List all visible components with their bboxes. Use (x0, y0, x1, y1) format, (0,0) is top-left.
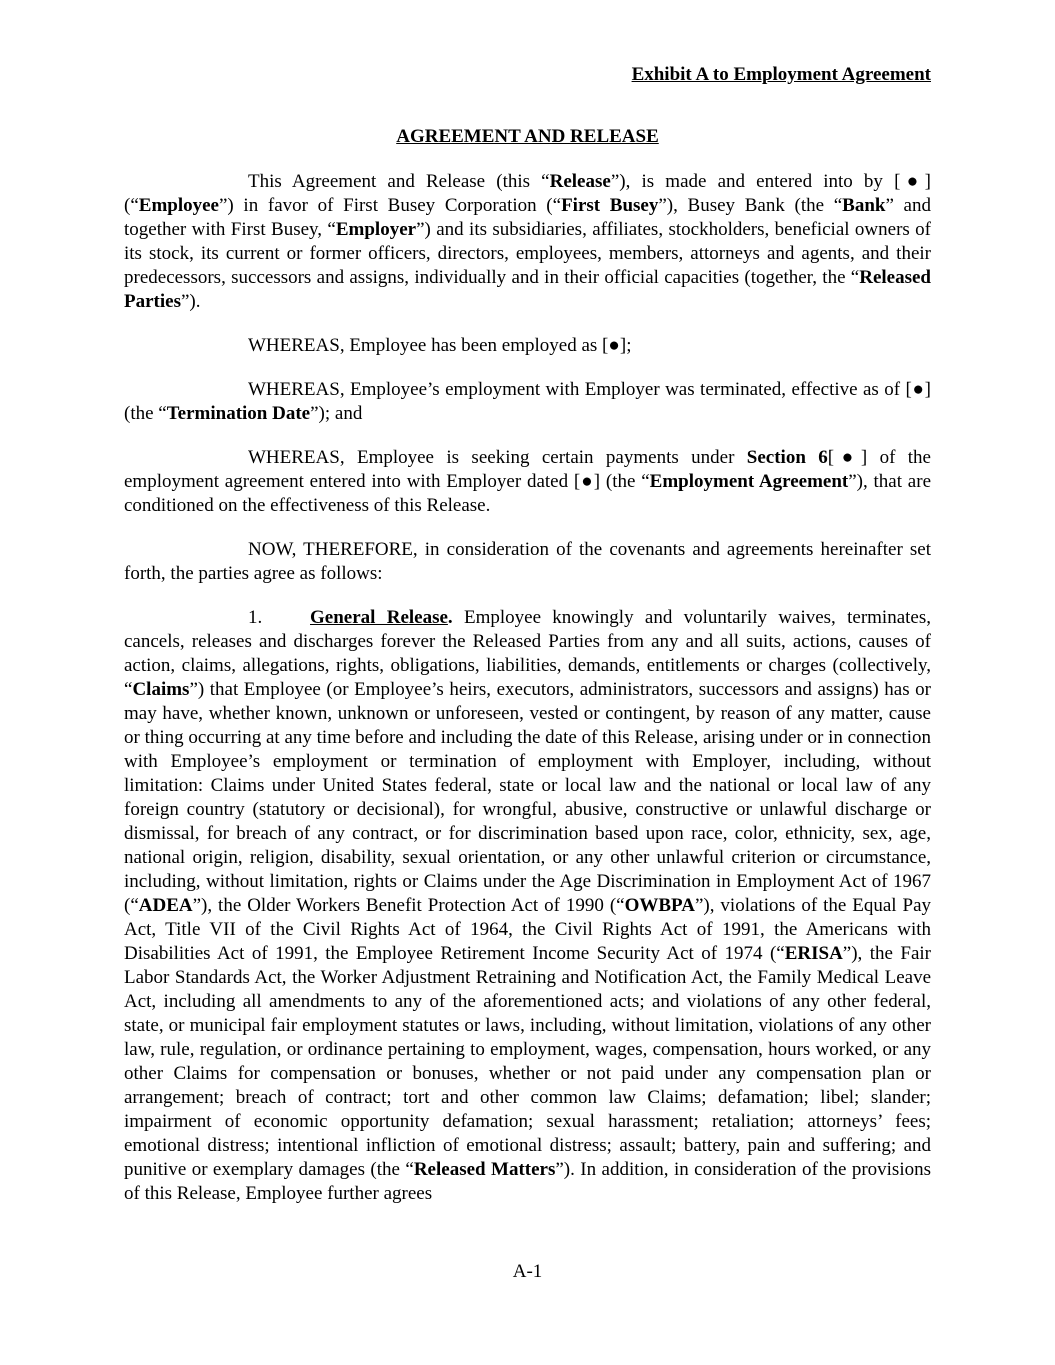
whereas-terminated-paragraph: WHEREAS, Employee’s employment with Employer was terminated, effective as of [●] (the “Termination Date”); and (124, 379, 931, 424)
section-number: 1. (248, 607, 263, 628)
page-number: A-1 (512, 1261, 543, 1282)
general-release-paragraph: 1. General Release. Employee knowingly and voluntarily waives, terminates, cancels, releases and discharges forever the Released Parties from any and all suits, actions, causes of action, claims, allegations, rights, obligations, liabilities, demands, entitlements or charges (collectively, “Claims”) that Employee (or Employee’s heirs, executors, administrators, successors and assigns) has or may have, whether known, unknown or unforeseen, vested or contingent, by reason of any matter, cause or thing occurring at any time before and including the date of this Release, arising under or in connection with Employee’s employment or termination of employment with Employer, including, without limitation: Claims under United States federal, state or local law and the national or local law of any foreign country (statutory or decisional), for wrongful, abusive, constructive or unlawful discharge or dismissal, for breach of any contract, or for discrimination based upon race, color, ethnicity, sex, age, national origin, religion, disability, sexual orientation, or any other unlawful criterion or circumstance, including, without limitation, rights or Claims under the Age Discrimination in Employment Act of 1967 (“ADEA”), the Older Workers Benefit Protection Act of 1990 (“OWBPA”), violations of the Equal Pay Act, Title VII of the Civil Rights Act of 1964, the Civil Rights Act of 1991, the Americans with Disabilities Act of 1991, the Employee Retirement Income Security Act of 1974 (“ERISA”), the Fair Labor Standards Act, the Worker Adjustment Retraining and Notification Act, the Family Medical Leave Act, including all amendments to any of the aforementioned acts; and violations of any other federal, state, or municipal fair employment statutes or laws, including, without limitation, violations of any other law, rule, regulation, or ordinance pertaining to employment, wages, compensation, hours worked, or any other Claims for compensation or bonuses, whether or not paid under any compensation plan or arrangement; breach of contract; tort and other common law Claims; defamation; libel; slander; impairment of economic opportunity defamation; sexual harassment; retaliation; attorneys’ fees; emotional distress; intentional infliction of emotional distress; assault; battery, pain and suffering; and punitive or exemplary damages (the “Released Matters”). In addition, in consideration of the provisions of this Release, Employee further agrees (124, 607, 932, 1204)
intro-paragraph: This Agreement and Release (this “Release”), is made and entered into by [●] (“Employee”) in favor of First Busey Corporation (“First Busey”), Busey Bank (the “Bank” and together with First Busey, “Employer”) and its subsidiaries, affiliates, stockholders, beneficial owners of its stock, its current or former officers, directors, employees, members, attorneys and agents, and their predecessors, successors and assigns, individually and in their official capacities (together, the “Released Parties”). (124, 171, 932, 312)
now-therefore-paragraph: NOW, THEREFORE, in consideration of the covenants and agreements hereinafter set forth, the parties agree as follows: (124, 539, 931, 584)
whereas-employed-paragraph: WHEREAS, Employee has been employed as [●]; (248, 335, 632, 356)
document-title: AGREEMENT AND RELEASE (396, 126, 659, 147)
whereas-payments-paragraph: WHEREAS, Employee is seeking certain payments under Section 6[●] of the employment agreement entered into with Employer dated [●] (the “Employment Agreement”), that are conditioned on the effectiveness of this Release. (124, 447, 931, 516)
exhibit-heading: Exhibit A to Employment Agreement (631, 64, 931, 85)
section-heading: General Release (310, 607, 448, 628)
document-page (124, 0, 931, 1365)
